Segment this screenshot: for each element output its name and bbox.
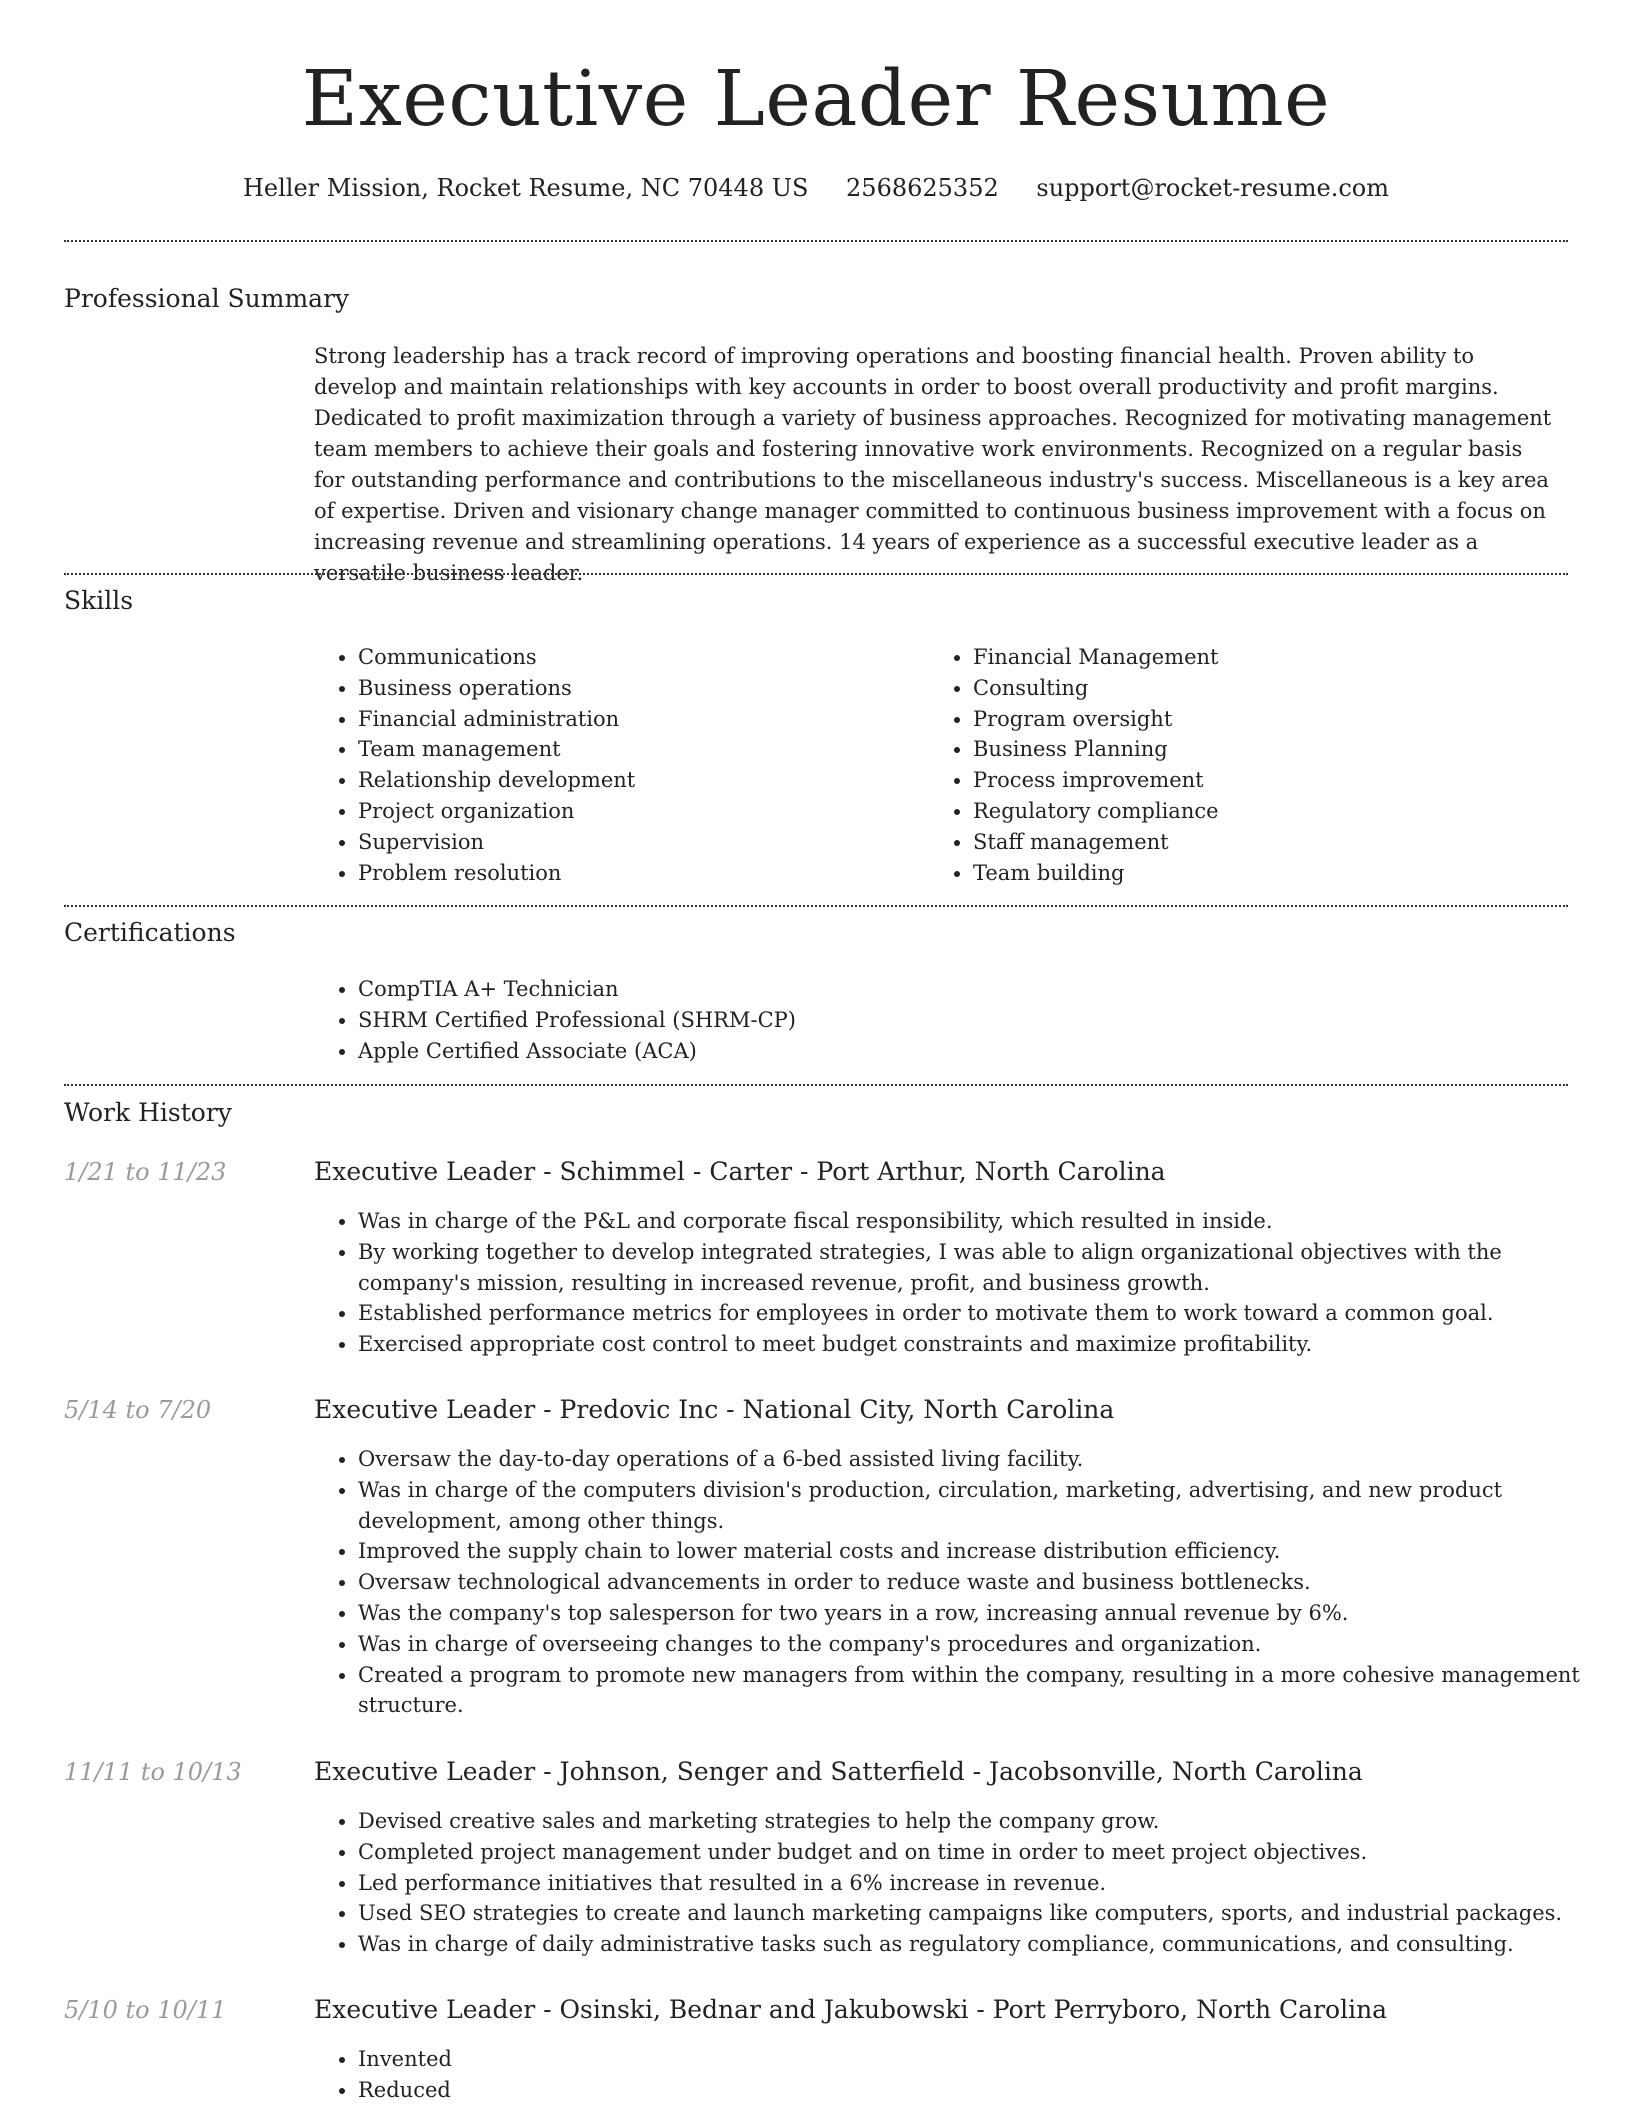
skill-item: • Financial administration [358, 704, 918, 735]
job-bullet: • Improved the supply chain to lower material costs and increase distribution efficiency. [358, 1536, 1598, 1567]
job-bullet: • Created a program to promote new managers from within the company, resulting in a more cohesive management structure. [358, 1660, 1598, 1722]
divider [64, 905, 1568, 907]
job-bullet: • Led performance initiatives that resulted in a 6% increase in revenue. [358, 1868, 1598, 1899]
job-bullets [314, 2044, 1598, 2106]
job-bullet: • Was in charge of overseeing changes to the company's procedures and organization. [358, 1629, 1598, 1660]
skill-item: • Team management [358, 734, 918, 765]
job-bullet: • Oversaw technological advancements in order to reduce waste and business bottlenecks. [358, 1567, 1598, 1598]
job-bullet: • Exercised appropriate cost control to meet budget constraints and maximize profitability. [358, 1329, 1598, 1360]
job-bullet: • Oversaw the day-to-day operations of a 6-bed assisted living facility. [358, 1444, 1598, 1475]
job-title: Executive Leader - Osinski, Bednar and Jakubowski - Port Perryboro, North Carolina [314, 1995, 1388, 2024]
skill-item: • Financial Management [973, 642, 1573, 673]
skill-item: • Business operations [358, 673, 918, 704]
skill-item: • Staff management [973, 827, 1573, 858]
divider [64, 240, 1568, 242]
skills-list-right [929, 642, 1573, 888]
job-bullet: • Completed project management under budget and on time in order to meet project objectives. [358, 1837, 1598, 1868]
job-dates: 1/21 to 11/23 [64, 1158, 227, 1186]
contact-phone: 2568625352 [846, 174, 999, 202]
contact-email: support@rocket-resume.com [1036, 174, 1389, 202]
resume-title: Executive Leader Resume [301, 55, 1331, 144]
skill-item: • Problem resolution [358, 858, 918, 889]
certification-item: • Apple Certified Associate (ACA) [358, 1036, 1598, 1067]
certifications-list [314, 974, 1598, 1066]
section-title-certifications: Certifications [64, 918, 236, 947]
job-bullet: • Invented [358, 2044, 1598, 2075]
job-bullet: • By working together to develop integrated strategies, I was able to align organizational objectives with the company's mission, resulting in increased revenue, profit, and business growth. [358, 1237, 1598, 1299]
job-bullet: • Was the company's top salesperson for two years in a row, increasing annual revenue by 6%. [358, 1598, 1598, 1629]
job-bullet: • Was in charge of daily administrative tasks such as regulatory compliance, communications, and consulting. [358, 1929, 1598, 1960]
divider [64, 573, 1568, 575]
certification-item: • SHRM Certified Professional (SHRM-CP) [358, 1005, 1598, 1036]
skill-item: • Consulting [973, 673, 1573, 704]
job-bullet: • Was in charge of the P&L and corporate fiscal responsibility, which resulted in inside. [358, 1206, 1598, 1237]
job-title: Executive Leader - Johnson, Senger and Satterfield - Jacobsonville, North Carolina [314, 1757, 1363, 1786]
job-title: Executive Leader - Schimmel - Carter - Port Arthur, North Carolina [314, 1157, 1166, 1186]
job-bullet: • Devised creative sales and marketing strategies to help the company grow. [358, 1806, 1598, 1837]
skill-item: • Relationship development [358, 765, 918, 796]
job-bullet: • Used SEO strategies to create and launch marketing campaigns like computers, sports, and industrial packages. [358, 1898, 1598, 1929]
job-title: Executive Leader - Predovic Inc - National City, North Carolina [314, 1395, 1115, 1424]
section-title-skills: Skills [64, 586, 134, 615]
skill-item: • Regulatory compliance [973, 796, 1573, 827]
job-bullet: • Established performance metrics for employees in order to motivate them to work toward a common goal. [358, 1298, 1598, 1329]
section-title-work-history: Work History [64, 1098, 232, 1127]
skills-list-left [314, 642, 918, 888]
job-bullets [314, 1206, 1598, 1360]
job-dates: 5/14 to 7/20 [64, 1396, 212, 1424]
job-dates: 5/10 to 10/11 [64, 1996, 227, 2024]
skill-item: • Communications [358, 642, 918, 673]
skill-item: • Process improvement [973, 765, 1573, 796]
divider [64, 1084, 1568, 1086]
skill-item: • Team building [973, 858, 1573, 889]
skill-item: • Business Planning [973, 734, 1573, 765]
section-title-summary: Professional Summary [64, 284, 350, 313]
job-bullet: • Was in charge of the computers division's production, circulation, marketing, advertising, and new product development, among other things. [358, 1475, 1598, 1537]
contact-line [0, 170, 1632, 206]
job-bullets [314, 1444, 1598, 1721]
skill-item: • Project organization [358, 796, 918, 827]
certification-item: • CompTIA A+ Technician [358, 974, 1598, 1005]
job-bullets [314, 1806, 1598, 1960]
contact-address: Heller Mission, Rocket Resume, NC 70448 US [242, 174, 809, 202]
job-dates: 11/11 to 10/13 [64, 1758, 242, 1786]
skill-item: • Supervision [358, 827, 918, 858]
skill-item: • Program oversight [973, 704, 1573, 735]
job-bullet: • Reduced [358, 2075, 1598, 2106]
summary-text: Strong leadership has a track record of improving operations and boosting financial health. Proven ability to develop and maintain relationships with key accounts in order to boost overall productivity and profit margins. Dedicated to profit maximization through a variety of business approaches. Recognized for motivating management team members to achieve their goals and fostering innovative work environments. Recognized on a regular basis for outstanding performance and contributions to the miscellaneous industry's success. Miscellaneous is a key area of expertise. Driven and visionary change manager committed to continuous business improvement with a focus on increasing revenue and streamlining operations. 14 years of experience as a successful executive leader as a versatile business leader. [314, 344, 1552, 585]
